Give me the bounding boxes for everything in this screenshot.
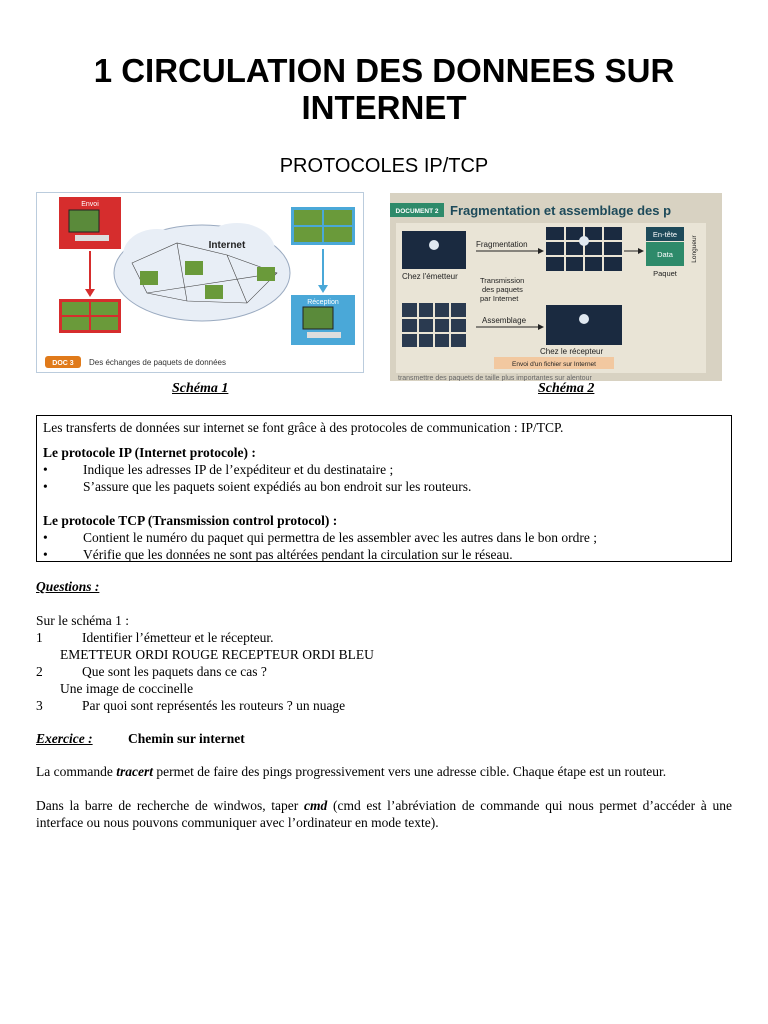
tcp-heading: Le protocole TCP (Transmission control protocol) : [43, 513, 338, 528]
bullet-icon: • [43, 547, 48, 562]
ip-bullet-2: S’assure que les paquets soient expédiés au bon endroit sur les routeurs. [83, 479, 472, 494]
questions-intro: Sur le schéma 1 : [36, 613, 129, 628]
questions-heading: Questions : [36, 579, 100, 594]
sender-keyboard [75, 235, 109, 241]
question-1 [36, 629, 374, 646]
p1-text-end: permet de faire des pings progressivement vers une adresse cible. Chaque étape est un routeur. [152, 764, 667, 779]
figure2-footer: transmettre des paquets de taille plus importantes sur alentour [398, 375, 592, 381]
question-text: Identifier l’émetteur et le récepteur. [82, 630, 274, 645]
arrow-head [85, 289, 95, 297]
tcp-bullet-2: Vérifie que les données ne sont pas altérées pendant la circulation sur le réseau. [83, 547, 513, 562]
questions-list [36, 612, 374, 714]
internet-diagram [37, 193, 364, 373]
ip-heading: Le protocole IP (Internet protocole) : [43, 445, 256, 460]
receive-label: Réception [307, 299, 339, 306]
question-3 [36, 697, 374, 714]
schema-1-image [36, 192, 364, 373]
question-number: 3 [36, 698, 43, 713]
length-label: Longueur [691, 235, 698, 263]
receiver-keyboard [307, 332, 341, 338]
fragmentation-diagram [390, 193, 722, 381]
cmd-command: cmd [304, 798, 328, 813]
exercise-title: Chemin sur internet [128, 731, 245, 746]
tracert-command: tracert [116, 764, 153, 779]
bullet-icon: • [43, 462, 48, 477]
schema-1-caption: Schéma 1 [172, 381, 229, 396]
exercise-heading [36, 730, 245, 747]
doc-badge-text: DOC 3 [52, 360, 74, 367]
tcp-bullet-1: Contient le numéro du paquet qui permettra de les assembler avec les autres dans le bon ordre ; [83, 530, 597, 545]
figure2-heading: Fragmentation et assemblage des p [450, 203, 672, 218]
question-number: 1 [36, 630, 43, 645]
transmission-label-1: Transmission [480, 276, 525, 285]
sending-note: Envoi d'un fichier sur Internet [512, 361, 596, 368]
transmission-label-2: des paquets [482, 285, 523, 294]
p2-text-end: (cmd est l’abréviation de commande qui nous permet d’accéder à une interface ou nous pouvons communiquer avec l’ordinateur en mode texte). [36, 798, 732, 830]
exercise-paragraph-1 [36, 763, 732, 780]
schema-2-caption: Schéma 2 [538, 381, 595, 396]
protocols-intro: Les transferts de données sur internet se font grâce à des protocoles de communication : IP/TCP. [43, 420, 564, 435]
cloud-label: Internet [208, 240, 246, 251]
exercise-label: Exercice : [36, 731, 93, 746]
packet-tile [257, 267, 275, 281]
question-text: Par quoi sont représentés les routeurs ? un nuage [82, 698, 346, 713]
bullet-icon: • [43, 479, 48, 494]
packet-tile [140, 271, 158, 285]
receiver-label: Chez le récepteur [540, 347, 604, 356]
p2-text-start: Dans la barre de recherche de windwos, taper [36, 798, 304, 813]
sender-label: Chez l'émetteur [402, 272, 458, 281]
packet-tile [205, 285, 223, 299]
sender-monitor [69, 210, 99, 232]
send-label: Envoi [81, 201, 99, 208]
transmission-label-3: par Internet [480, 294, 519, 303]
question-text: Que sont les paquets dans ce cas ? [82, 664, 267, 679]
data-label: Data [657, 250, 673, 259]
answer-2: Une image de coccinelle [60, 681, 194, 696]
packet-tile [185, 261, 203, 275]
fragmentation-label: Fragmentation [476, 240, 528, 249]
assembly-label: Assemblage [482, 316, 527, 325]
doc2-badge-text: DOCUMENT 2 [395, 208, 439, 215]
list-item [43, 478, 725, 495]
answer-1: EMETTEUR ORDI ROUGE RECEPTEUR ORDI BLEU [60, 647, 374, 662]
bullet-icon: • [43, 530, 48, 545]
protocols-box [36, 415, 732, 562]
exercise-paragraph-2 [36, 797, 732, 831]
header-label: En-tête [652, 230, 678, 239]
receiver-image [546, 305, 622, 345]
receiver-monitor [303, 307, 333, 329]
packet-label: Paquet [653, 269, 677, 278]
p1-text-start: La commande [36, 764, 117, 779]
list-item [43, 461, 725, 478]
page-subtitle: PROTOCOLES IP/TCP [279, 155, 489, 177]
ip-bullet-1: Indique les adresses IP de l’expéditeur et du destinataire ; [83, 462, 394, 477]
question-2 [36, 663, 374, 680]
figure1-caption: Des échanges de paquets de données [89, 358, 226, 367]
question-number: 2 [36, 664, 43, 679]
list-item [43, 546, 725, 563]
schema-2-image [390, 193, 722, 381]
list-item [43, 529, 725, 546]
page-title: 1 CIRCULATION DES DONNEES SUR INTERNET [93, 52, 675, 126]
